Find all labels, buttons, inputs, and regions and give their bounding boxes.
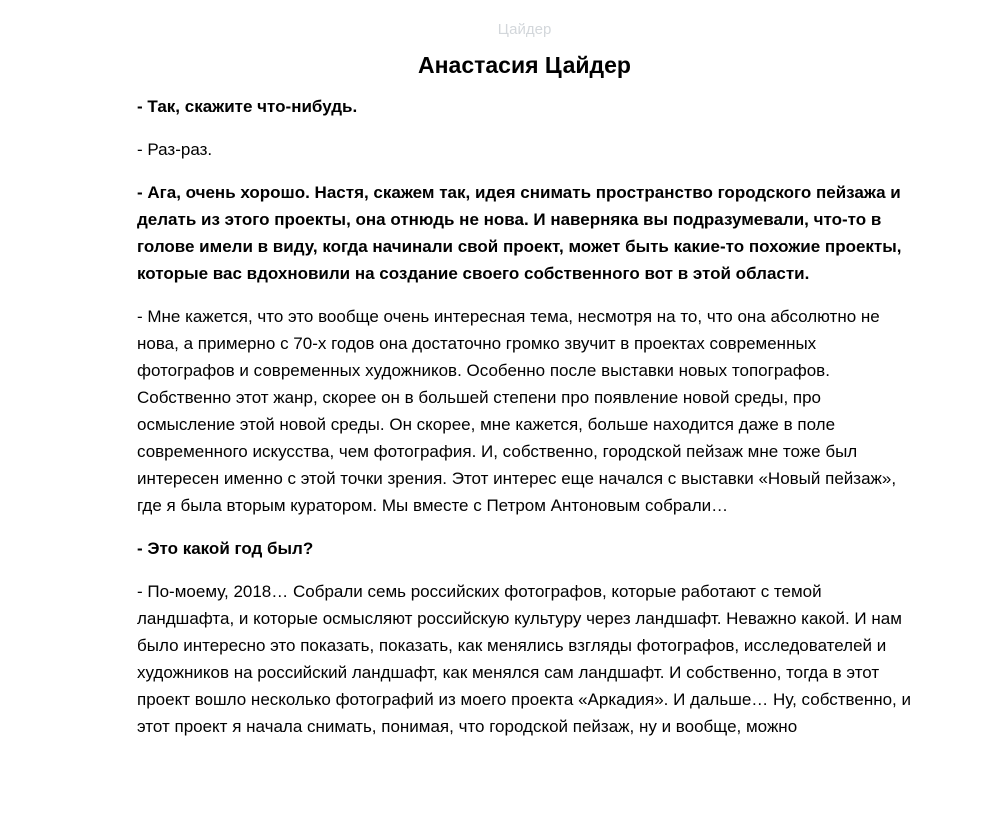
paragraph-5: - Это какой год был? <box>137 539 314 558</box>
paragraph-1: - Так, скажите что-нибудь. <box>137 97 358 116</box>
paragraph-6: - По-моему, 2018… Собрали семь российских фотографов, которые работают с темой ландшафта, и которые осмысляют российскую культуру через ландшафт. Неважно какой. И нам было интересно это показать, показать, как менялись взгляды фотографов, исследователей и художников на российский ландшафт, как менялся сам ландшафт. И собственно, тогда в этот проект вошло несколько фотографий из моего проекта «Аркадия». И дальше… Ну, собственно, и этот проект я начала снимать, понимая, что городской пейзаж, ну и вообще, можно <box>137 582 911 736</box>
running-header: Цайдер <box>497 21 552 38</box>
paragraph-list <box>137 93 912 740</box>
document-page <box>137 0 912 823</box>
paragraph-3: - Ага, очень хорошо. Настя, скажем так, идея снимать пространство городского пейзажа и делать из этого проекты, она отнюдь не нова. И наверняка вы подразумевали, что-то в голове имели в виду, когда начинали свой проект, может быть какие-то похожие проекты, которые вас вдохновили на создание своего собственного вот в этой области. <box>137 183 902 283</box>
paragraph-4: - Мне кажется, что это вообще очень интересная тема, несмотря на то, что она абсолютно не нова, а примерно с 70-х годов она достаточно громко звучит в проектах современных фотографов и современных художников. Особенно после выставки новых топографов. Собственно этот жанр, скорее он в большей степени про появление новой среды, про осмысление этой новой среды. Он скорее, мне кажется, больше находится даже в поле современного искусства, чем фотография. И, собственно, городской пейзаж мне тоже был интересен именно с этой точки зрения. Этот интерес еще начался с выставки «Новый пейзаж», где я была вторым куратором. Мы вместе с Петром Антоновым собрали… <box>137 307 897 515</box>
paragraph-2: - Раз-раз. <box>137 140 213 159</box>
document-title: Анастасия Цайдер <box>418 52 631 78</box>
